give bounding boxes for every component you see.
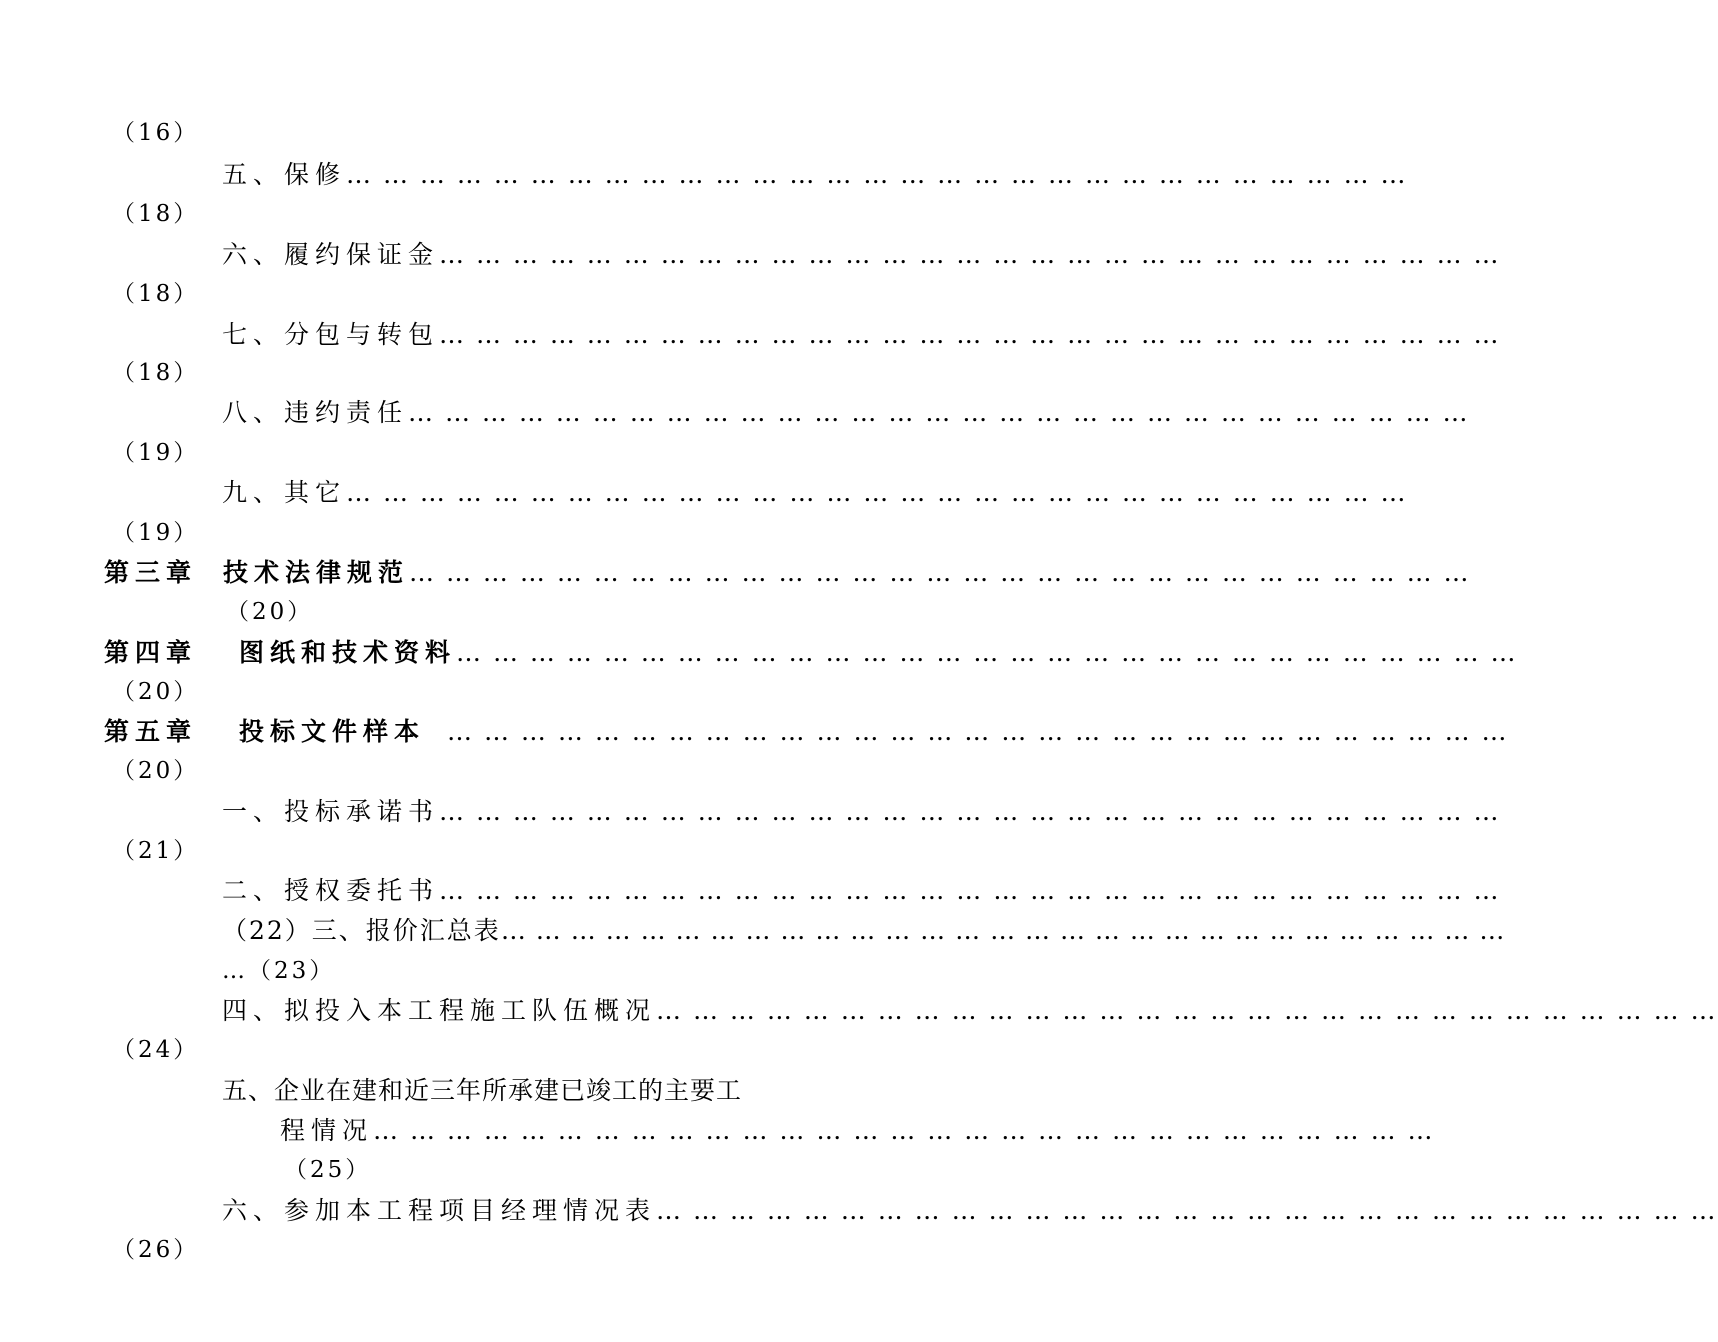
chapter-heading[interactable] [104,638,1518,668]
dot-leader: … … … … … … … … … … … … … … … … … … … … … … … … … … … … … [439,240,1501,269]
toc-entry[interactable]: 二、授权委托书… … … … … … … … … … … … … … … … … … … … … … … … … … … … … [222,876,1501,905]
dot-leader: … … … … … … … … … … … … … … … … … … … … … … … … … … … … … [500,916,1506,945]
toc-entry[interactable]: 六、履约保证金… … … … … … … … … … … … … … … … … … … … … … … … … … … … … [222,240,1501,269]
dot-leader: … … … … … … … … … … … … … … … … … … … … … … … … … … … … … [439,797,1501,826]
toc-entry[interactable]: 八、违约责任… … … … … … … … … … … … … … … … … … … … … … … … … … … … … [222,398,1470,427]
page-ref: （25） [284,1157,372,1183]
page-ref: …（23） [222,958,336,984]
dot-leader: … … … … … … … … … … … … … … … … … … … … … … … … … … … … … [409,558,1471,587]
dot-leader: … … … … … … … … … … … … … … … … … … … … … … … … … … … … … [346,478,1408,507]
page-ref: （26） [112,1237,200,1263]
toc-entry[interactable]: 七、分包与转包… … … … … … … … … … … … … … … … … … … … … … … … … … … … … [222,320,1501,349]
chapter-label: 第四章 [104,638,198,667]
dot-leader: … … … … … … … … … … … … … … … … … … … … … … … … … … … … … [408,398,1470,427]
page-ref: （20） [226,599,314,625]
chapter-title: 图纸和技术资料 [239,638,457,667]
page-ref: （19） [112,440,200,466]
page-ref: （18） [112,360,200,386]
page-ref: （21） [112,838,200,864]
toc-entry[interactable]: 五、企业在建和近三年所承建已竣工的主要工 [222,1076,743,1105]
dot-leader: … … … … … … … … … … … … … … … … … … … … … … … … … … … … … [373,1116,1435,1145]
chapter-title: 投标文件样本 [239,717,426,746]
page-ref: （24） [112,1037,200,1063]
toc-entry[interactable]: 六、参加本工程项目经理情况表… … … … … … … … … … … … … … … … … … … … … … … … … … … … … [222,1196,1718,1225]
chapter-heading[interactable] [104,717,1509,747]
chapter-heading[interactable] [104,558,1471,588]
toc-entry[interactable]: 一、投标承诺书… … … … … … … … … … … … … … … … … … … … … … … … … … … … … [222,797,1501,826]
toc-entry[interactable]: （22）三、报价汇总表… … … … … … … … … … … … … … … … … … … … … … … … … … … … … [222,916,1506,945]
page-ref: （19） [112,520,200,546]
page-ref: （16） [112,120,200,146]
page-ref: （18） [112,201,200,227]
chapter-title: 技术法律规范 [223,558,410,587]
chapter-label: 第五章 [104,717,198,746]
page-ref: （20） [112,758,200,784]
page-ref: （18） [112,281,200,307]
dot-leader: … … … … … … … … … … … … … … … … … … … … … … … … … … … … … [656,1196,1718,1225]
toc-entry[interactable]: 五、保修… … … … … … … … … … … … … … … … … … … … … … … … … … … … … [222,160,1408,189]
dot-leader: … … … … … … … … … … … … … … … … … … … … … … … … … … … … … [439,876,1501,905]
toc-entry[interactable]: 九、其它… … … … … … … … … … … … … … … … … … … … … … … … … … … … … [222,478,1408,507]
dot-leader: … … … … … … … … … … … … … … … … … … … … … … … … … … … … … [447,717,1509,746]
toc-entry-continued[interactable]: 程情况… … … … … … … … … … … … … … … … … … … … … … … … … … … … … [280,1116,1435,1145]
dot-leader: … … … … … … … … … … … … … … … … … … … … … … … … … … … … … [456,638,1518,667]
page-ref: （20） [112,679,200,705]
toc-entry[interactable]: 四、拟投入本工程施工队伍概况… … … … … … … … … … … … … … … … … … … … … … … … … … … … … [222,996,1718,1025]
dot-leader: … … … … … … … … … … … … … … … … … … … … … … … … … … … … … [439,320,1501,349]
dot-leader: … … … … … … … … … … … … … … … … … … … … … … … … … … … … … [656,996,1718,1025]
chapter-label: 第三章 [104,558,198,587]
dot-leader: … … … … … … … … … … … … … … … … … … … … … … … … … … … … … [346,160,1408,189]
